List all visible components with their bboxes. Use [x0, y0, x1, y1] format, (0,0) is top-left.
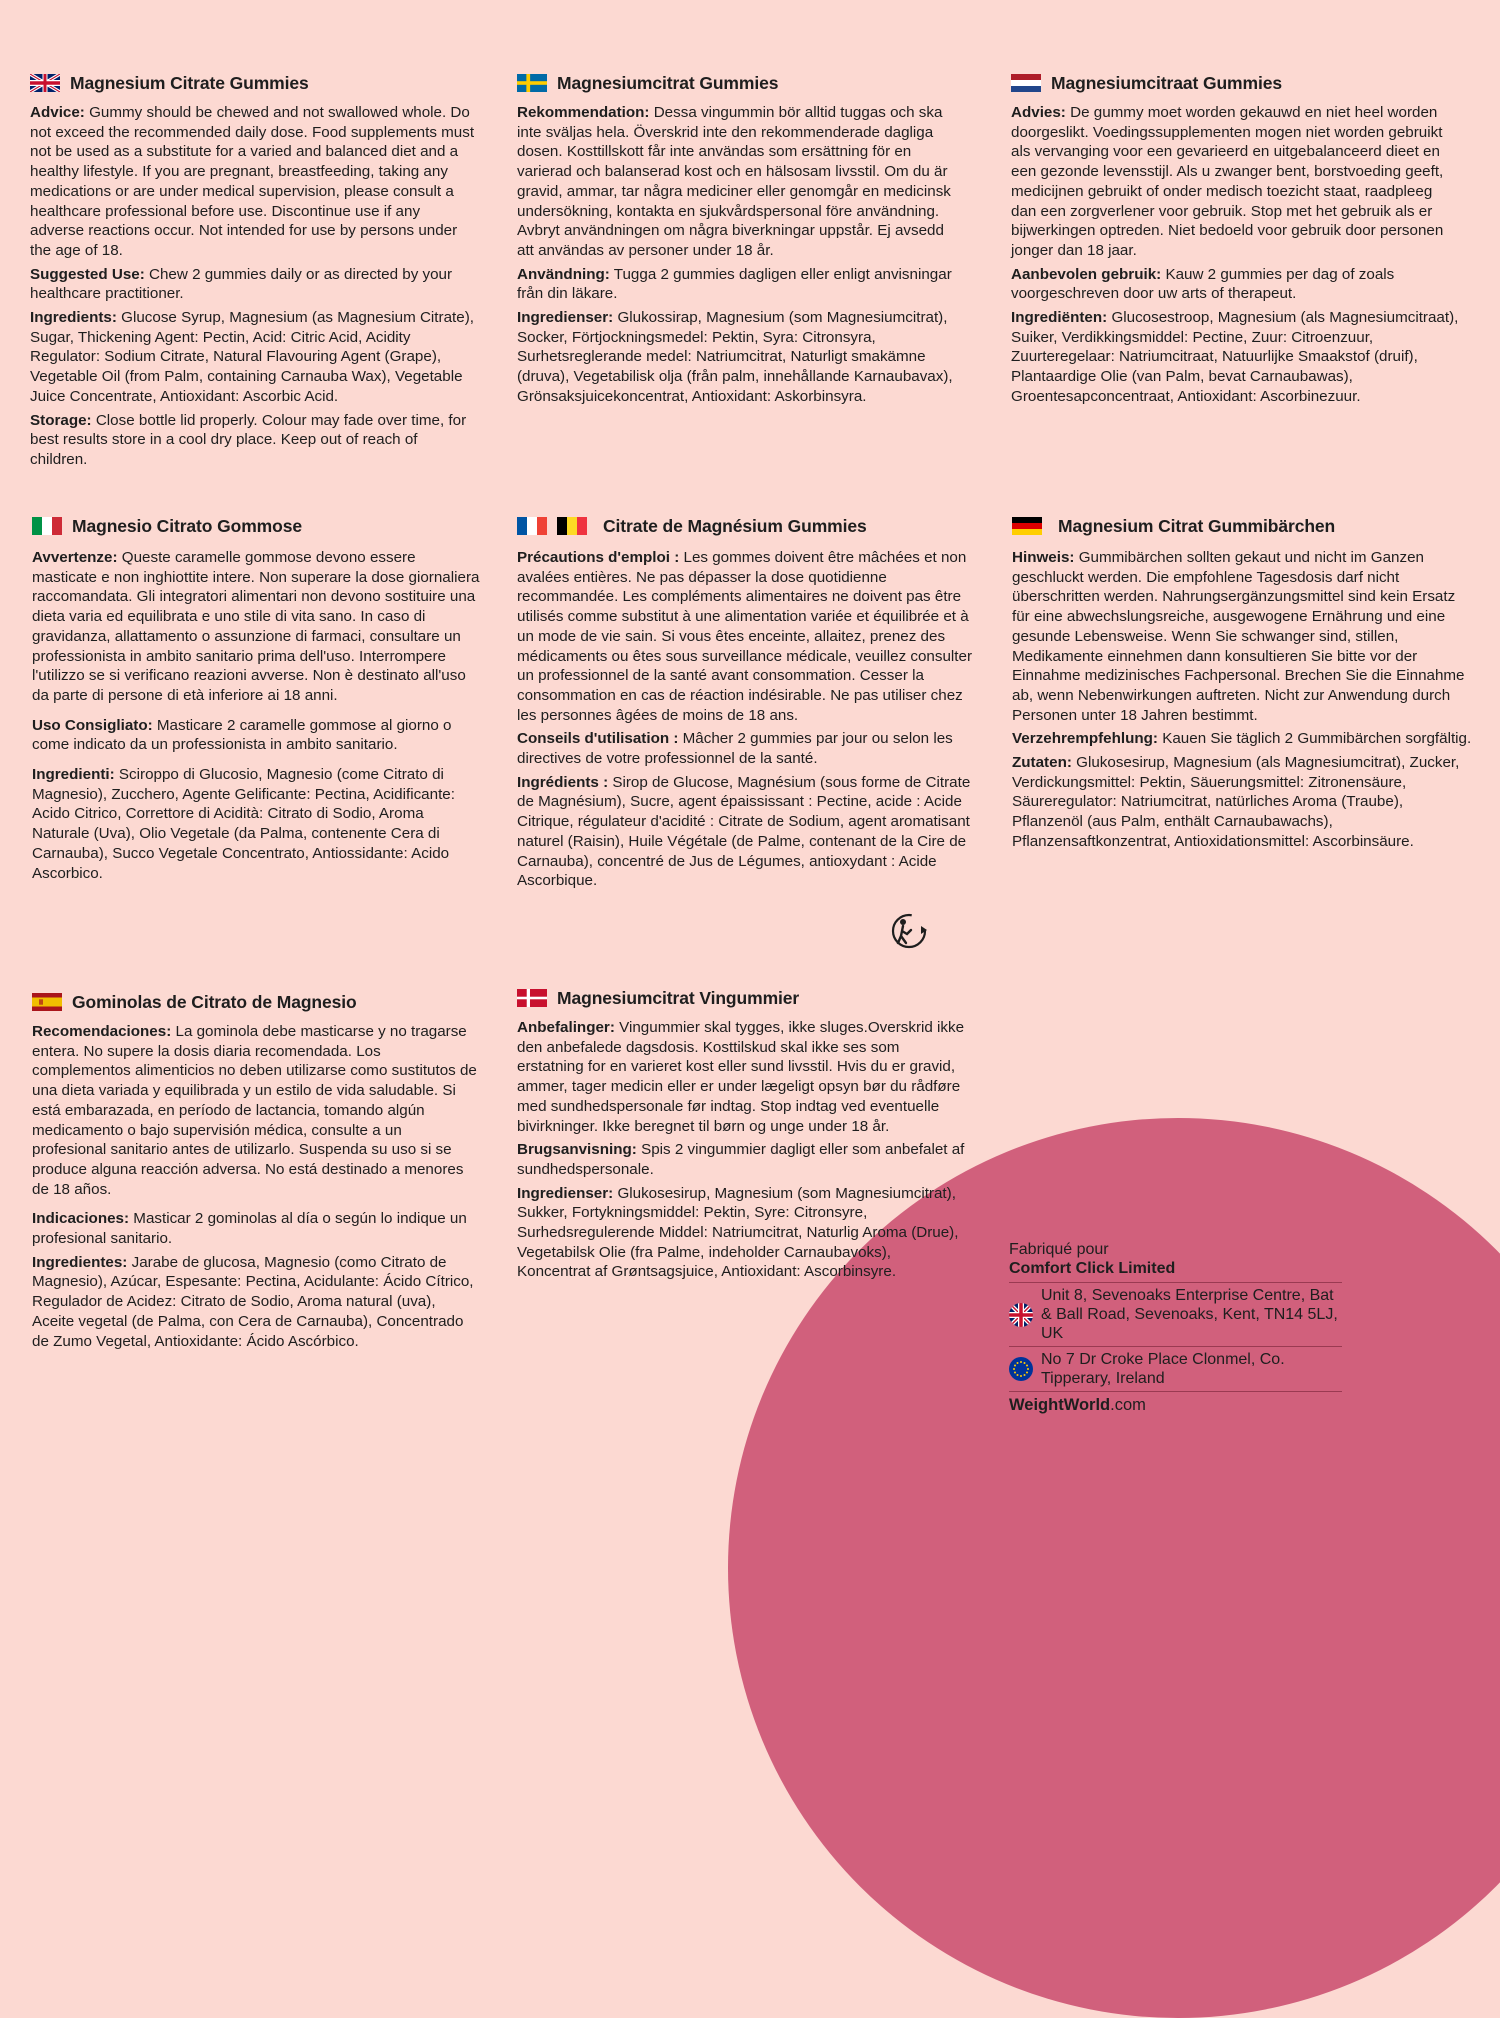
use-paragraph [32, 716, 480, 755]
france-flag-icon [517, 517, 547, 535]
use-text: Chew 2 gummies daily or as directed by your healthcare practitioner. [30, 265, 453, 303]
advice-paragraph [517, 103, 965, 261]
section-header [32, 514, 480, 538]
section-title: Gominolas de Citrato de Magnesio [72, 991, 357, 1012]
manufacturer-info [1009, 1240, 1342, 1415]
section-title: Magnesiumcitraat Gummies [1051, 72, 1283, 93]
section-header [1012, 514, 1472, 538]
advice-label: Hinweis: [1012, 549, 1075, 566]
use-label: Verzehrempfehlung: [1012, 730, 1158, 748]
section-english [30, 71, 478, 474]
advice-paragraph [1011, 103, 1459, 261]
ingredients-paragraph [517, 1184, 965, 1283]
section-title: Magnesio Citrato Gommose [72, 515, 302, 536]
use-paragraph [517, 1140, 965, 1179]
advice-text: Gummibärchen sollten gekaut und nicht im Ganzen geschluckt werden. Die empfohlene Tagesdosis darf nicht überschritten werden. Nahrungsergänzungsmittel sind kein Ersatz für eine abwechslungsreiche, ausgewogene Ernährung und eine gesunde Lebensweise. Wenn Sie schwanger sind, stillen, Medikamente einnehmen dann konsultieren Sie bitte vor der Einnahme medizinisches Fachpersonal. Brechen Sie die Einnahme ab, wenn Nebenwirkungen auftreten. Nicht zur Anwendung durch Personen unter 18 Jahren bestimmt. [1012, 549, 1465, 724]
advice-paragraph [32, 1022, 480, 1199]
section-title: Citrate de Magnésium Gummies [603, 515, 867, 536]
ingredients-paragraph [1012, 753, 1472, 852]
use-paragraph [30, 265, 478, 304]
ingredients-text: Glucose Syrup, Magnesium (as Magnesium Citrate), Sugar, Thickening Agent: Pectin, Acid: Citric Acid, Acidity Regulator: Sodium Citrate, Natural Flavouring Agent (Grape), Vegetable Oil (from Palm, containing Carnauba Wax), Vegetable Juice Concentrate, Antioxidant: Ascorbic Acid. [30, 309, 474, 405]
website-bold: WeightWorld [1009, 1396, 1111, 1414]
advice-label: Anbefalinger: [517, 1019, 615, 1036]
use-label: Brugsanvisning: [517, 1141, 637, 1159]
use-paragraph [517, 265, 965, 304]
use-text: Masticar 2 gominolas al día o según lo indique un profesional sanitario. [32, 1210, 467, 1248]
advice-label: Advice: [30, 104, 85, 121]
section-header [1011, 71, 1459, 95]
ingredients-label: Ingredientes: [32, 1253, 128, 1271]
advice-label: Rekommendation: [517, 104, 650, 121]
eu-address: No 7 Dr Croke Place Clonmel, Co. Tipperary, Ireland [1041, 1351, 1285, 1387]
section-swedish [517, 71, 965, 411]
advice-label: Advies: [1011, 104, 1066, 121]
uk-flag-icon [30, 74, 60, 92]
advice-paragraph [517, 548, 975, 725]
ingredients-text: Sciroppo di Glucosio, Magnesio (come Citrato di Magnesio), Zucchero, Agente Gelificante: Pectina, Acidificante: Acido Citrico, Correttore di Acidità: Citrato di Sodio, Aroma Naturale (Uva), Olio Vegetale (da Palma, contenente Cera di Carnauba), Succo Vegetale Concentrato, Antiossidante: Acido Ascorbico. [32, 766, 455, 882]
spain-flag-icon [32, 993, 62, 1011]
section-title: Magnesiumcitrat Gummies [557, 72, 779, 93]
belgium-flag-icon [557, 517, 587, 535]
ingredients-paragraph [32, 765, 480, 883]
use-paragraph [517, 729, 975, 768]
section-spanish [32, 990, 480, 1355]
sweden-flag-icon [517, 74, 547, 92]
uk-address-row [1009, 1283, 1342, 1347]
advice-label: Recomendaciones: [32, 1023, 172, 1040]
ingredients-label: Ingredienser: [517, 309, 614, 327]
ingredients-paragraph [30, 308, 478, 407]
ingredients-text: Sirop de Glucose, Magnésium (sous forme de Citrate de Magnésium), Sucre, agent épaississant : Pectine, acide : Acide Citrique, régulateur d'acidité : Citrate de Sodium, agent aromatisant naturel (Raisin), Huile Végétale (de Palme, contenant de la Cire de Carnauba), concentré de Jus de Légumes, antioxydant : Acide Ascorbique. [517, 773, 971, 890]
ingredients-label: Ingrédients : [517, 773, 609, 791]
netherlands-flag-icon [1011, 74, 1041, 92]
uk-flag-icon [1009, 1303, 1033, 1327]
storage-label: Storage: [30, 411, 92, 429]
eu-flag-icon [1009, 1357, 1033, 1381]
use-label: Conseils d'utilisation : [517, 730, 679, 748]
use-text: Spis 2 vingummier dagligt eller som anbefalet af sundhedspersonale. [517, 1141, 965, 1178]
section-title: Magnesiumcitrat Vingummier [557, 987, 800, 1008]
use-label: Användning: [517, 265, 610, 283]
use-paragraph [1012, 729, 1472, 749]
use-text: Masticare 2 caramelle gommose al giorno o come indicato da un professionista in ambito sanitario. [32, 716, 452, 754]
section-italian [32, 514, 480, 887]
advice-paragraph [517, 1018, 965, 1136]
section-header [517, 514, 975, 538]
use-text: Kauen Sie täglich 2 Gummibärchen sorgfältig. [1162, 730, 1472, 748]
germany-flag-icon [1012, 517, 1042, 535]
section-header [517, 71, 965, 95]
use-text: Mâcher 2 gummies par jour ou selon les directives de votre professionnel de la santé. [517, 730, 953, 768]
advice-text: Queste caramelle gommose devono essere masticate e non inghiottite intere. Non superare la dose giornaliera raccomandata. Gli integratori alimentari non devono sostituire una dieta varia ed equilibrata e uno stile di vita sano. In caso di gravidanza, allattamento o assunzione di farmaci, consultare un professionista in ambito sanitario prima dell'uso. Interrompere l'utilizzo se si verificano reazioni avverse. Non è destinato all'uso da parte di persone di età inferiore ai 18 anni. [32, 549, 480, 704]
advice-text: Vingummier skal tygges, ikke sluges.Overskrid ikke den anbefalede dagsdosis. Kosttilskud skal ikke ses som erstatning for en varieret kost eller sund livsstil. Hvis du er gravid, ammer, tager medicin eller er under lægeligt opsyn bør du rådføre med sundhedspersonale før indtag. Stop indtag ved eventuelle bivirkninger. Ikke beregnet til børn og unge under 18 år. [517, 1019, 965, 1135]
ingredients-paragraph [1011, 308, 1459, 407]
ingredients-text: Jarabe de glucosa, Magnesio (como Citrato de Magnesio), Azúcar, Espesante: Pectina, Acidulante: Ácido Cítrico, Regulador de Acidez: Citrato de Sodio, Aroma natural (uva), Aceite vegetal (de Palma, con Cera de Carnauba), Concentrado de Zumo Vegetal, Antioxidante: Ácido Ascórbico. [32, 1253, 474, 1350]
section-title: Magnesium Citrat Gummibärchen [1058, 515, 1336, 536]
made-for-label: Fabriqué pour [1009, 1241, 1109, 1258]
use-text: Kauw 2 gummies per dag of zoals voorgeschreven door uw arts of therapeut. [1011, 265, 1395, 303]
denmark-flag-icon [517, 989, 547, 1007]
eu-address-row [1009, 1347, 1342, 1392]
company-name: Comfort Click Limited [1009, 1259, 1342, 1283]
section-dutch [1011, 71, 1459, 411]
use-paragraph [1011, 265, 1459, 304]
use-label: Suggested Use: [30, 265, 145, 283]
section-header [32, 990, 480, 1014]
advice-text: De gummy moet worden gekauwd en niet heel worden doorgeslikt. Voedingssupplementen mogen niet worden gebruikt als vervanging voor een gevarieerd en uitgebalanceerd dieet en een gezonde levensstijl. Als u zwanger bent, borstvoeding geeft, medicijnen gebruikt of onder medisch toezicht staat, raadpleeg dan een zorgverlener voor gebruik. Stop met het gebruik als er bijwerkingen optreden. Niet bedoeld voor gebruik door personen jonger dan 18 jaar. [1011, 104, 1444, 259]
uk-address: Unit 8, Sevenoaks Enterprise Centre, Bat & Ball Road, Sevenoaks, Kent, TN14 5LJ, UK [1041, 1287, 1338, 1342]
ingredients-text: Glukosesirup, Magnesium (som Magnesiumcitrat), Sukker, Fortykningsmiddel: Pektin, Syre: Citronsyre, Surhedsregulerende Middel: Natriumcitrat, Naturlig Aroma (Drue), Vegetabilsk Olie (fra Palme, indeholder Carnaubavoks), Koncentrat af Grøntsagsjuice, Antioxidant: Ascorbinsyre. [517, 1184, 959, 1281]
ingredients-paragraph [517, 308, 965, 407]
advice-text: Dessa vingummin bör alltid tuggas och ska inte sväljas hela. Överskrid inte den rekommenderade dagliga dosen. Kosttillskott får inte användas som ersättning för en varierad och balanserad kost och en hälsosam livsstil. Om du är gravid, ammar, tar några mediciner eller genomgår en medicinsk undersökning, kontakta en sjukvårdspersonal före användning. Avbryt användningen om några biverkningar uppstår. Ej avsedd att användas av personer under 18 år. [517, 104, 951, 259]
ingredients-paragraph [517, 773, 975, 891]
website-domain: .com [1110, 1396, 1146, 1414]
use-paragraph [32, 1209, 480, 1248]
ingredients-label: Ingrediënten: [1011, 309, 1108, 327]
ingredients-label: Ingredients: [30, 309, 117, 327]
advice-label: Avvertenze: [32, 549, 118, 566]
ingredients-text: Glucosestroop, Magnesium (als Magnesiumcitraat), Suiker, Verdikkingsmiddel: Pectine, Zuur: Citroenzuur, Zuurteregelaar: Natriumcitraat, Natuurlijke Smaakstof (druif), Plantaardige Olie (van Palm, bevat Carnaubawas), Groentesapconcentraat, Antioxidant: Ascorbinezuur. [1011, 309, 1459, 405]
storage-paragraph [30, 411, 478, 470]
italy-flag-icon [32, 517, 62, 535]
ingredients-text: Glukosesirup, Magnesium (als Magnesiumcitrat), Zucker, Verdickungsmittel: Pektin, Säuerungsmittel: Zitronensäure, Säureregulator: Natriumcitrat, natürliches Aroma (Traube), Pflanzenöl (aus Palm, enthält Carnaubawachs), Pflanzensaftkonzentrat, Antioxidationsmittel: Ascorbinsäure. [1012, 754, 1460, 850]
advice-paragraph [32, 548, 480, 706]
section-german [1012, 514, 1472, 856]
section-header [30, 71, 478, 95]
advice-text: La gominola debe masticarse y no tragarse entera. No supere la dosis diaria recomendada. Los complementos alimenticios no deben utilizarse como sustitutos de una dieta variada y equilibrada y un estilo de vida saludable. Si está embarazada, en período de lactancia, tomando algún medicamento o bajo supervisión médica, consulte a un profesional sanitario antes de utilizarlo. Suspenda su uso si se produce alguna reacción adversa. No está destinado a menores de 18 años. [32, 1023, 477, 1198]
advice-text: Gummy should be chewed and not swallowed whole. Do not exceed the recommended daily dose. Food supplements must not be used as a substitute for a varied and balanced diet and a healthy lifestyle. If you are pregnant, breastfeeding, taking any medications or are under medical supervision, please consult a healthcare professional before use. Discontinue use if any adverse reactions occur. Not intended for use by persons under the age of 18. [30, 104, 475, 259]
ingredients-label: Ingredienti: [32, 766, 115, 784]
section-french [517, 514, 975, 895]
storage-text: Close bottle lid properly. Colour may fade over time, for best results store in a cool dry place. Keep out of reach of children. [30, 411, 467, 468]
ingredients-paragraph [32, 1253, 480, 1352]
use-label: Uso Consigliato: [32, 716, 153, 734]
ingredients-label: Ingredienser: [517, 1184, 614, 1202]
ingredients-label: Zutaten: [1012, 754, 1072, 772]
use-text: Tugga 2 gummies dagligen eller enligt anvisningar från din läkare. [517, 265, 952, 303]
advice-text: Les gommes doivent être mâchées et non avalées entières. Ne pas dépasser la dose quotidienne recommandée. Les compléments alimentaires ne doivent pas être utilisés comme substitut à une alimentation variée et équilibrée et à un mode de vie sain. Si vous êtes enceinte, allaitez, prenez des médicaments ou êtes sous surveillance médicale, veuillez consulter un professionnel de la santé avant consommation. Cesser la consommation en cas de réaction indésirable. Ne pas utiliser chez les personnes âgées de moins de 18 ans. [517, 549, 973, 724]
website-link[interactable] [1009, 1396, 1342, 1415]
advice-paragraph [1012, 548, 1472, 725]
ingredients-text: Glukossirap, Magnesium (som Magnesiumcitrat), Socker, Förtjockningsmedel: Pektin, Syra: Citronsyra, Surhetsreglerande medel: Natriumcitrat, Naturligt smakämne (druva), Vegetabilisk olja (från palm, innehållande Karnaubavax), Grönsaksjuicekoncentrat, Antioxidant: Askorbinsyra. [517, 309, 953, 405]
advice-label: Précautions d'emploi : [517, 549, 680, 566]
section-danish [517, 986, 965, 1286]
section-header [517, 986, 965, 1010]
section-title: Magnesium Citrate Gummies [70, 72, 309, 93]
advice-paragraph [30, 103, 478, 261]
use-label: Aanbevolen gebruik: [1011, 265, 1162, 283]
triman-icon [889, 912, 931, 950]
use-label: Indicaciones: [32, 1210, 130, 1228]
